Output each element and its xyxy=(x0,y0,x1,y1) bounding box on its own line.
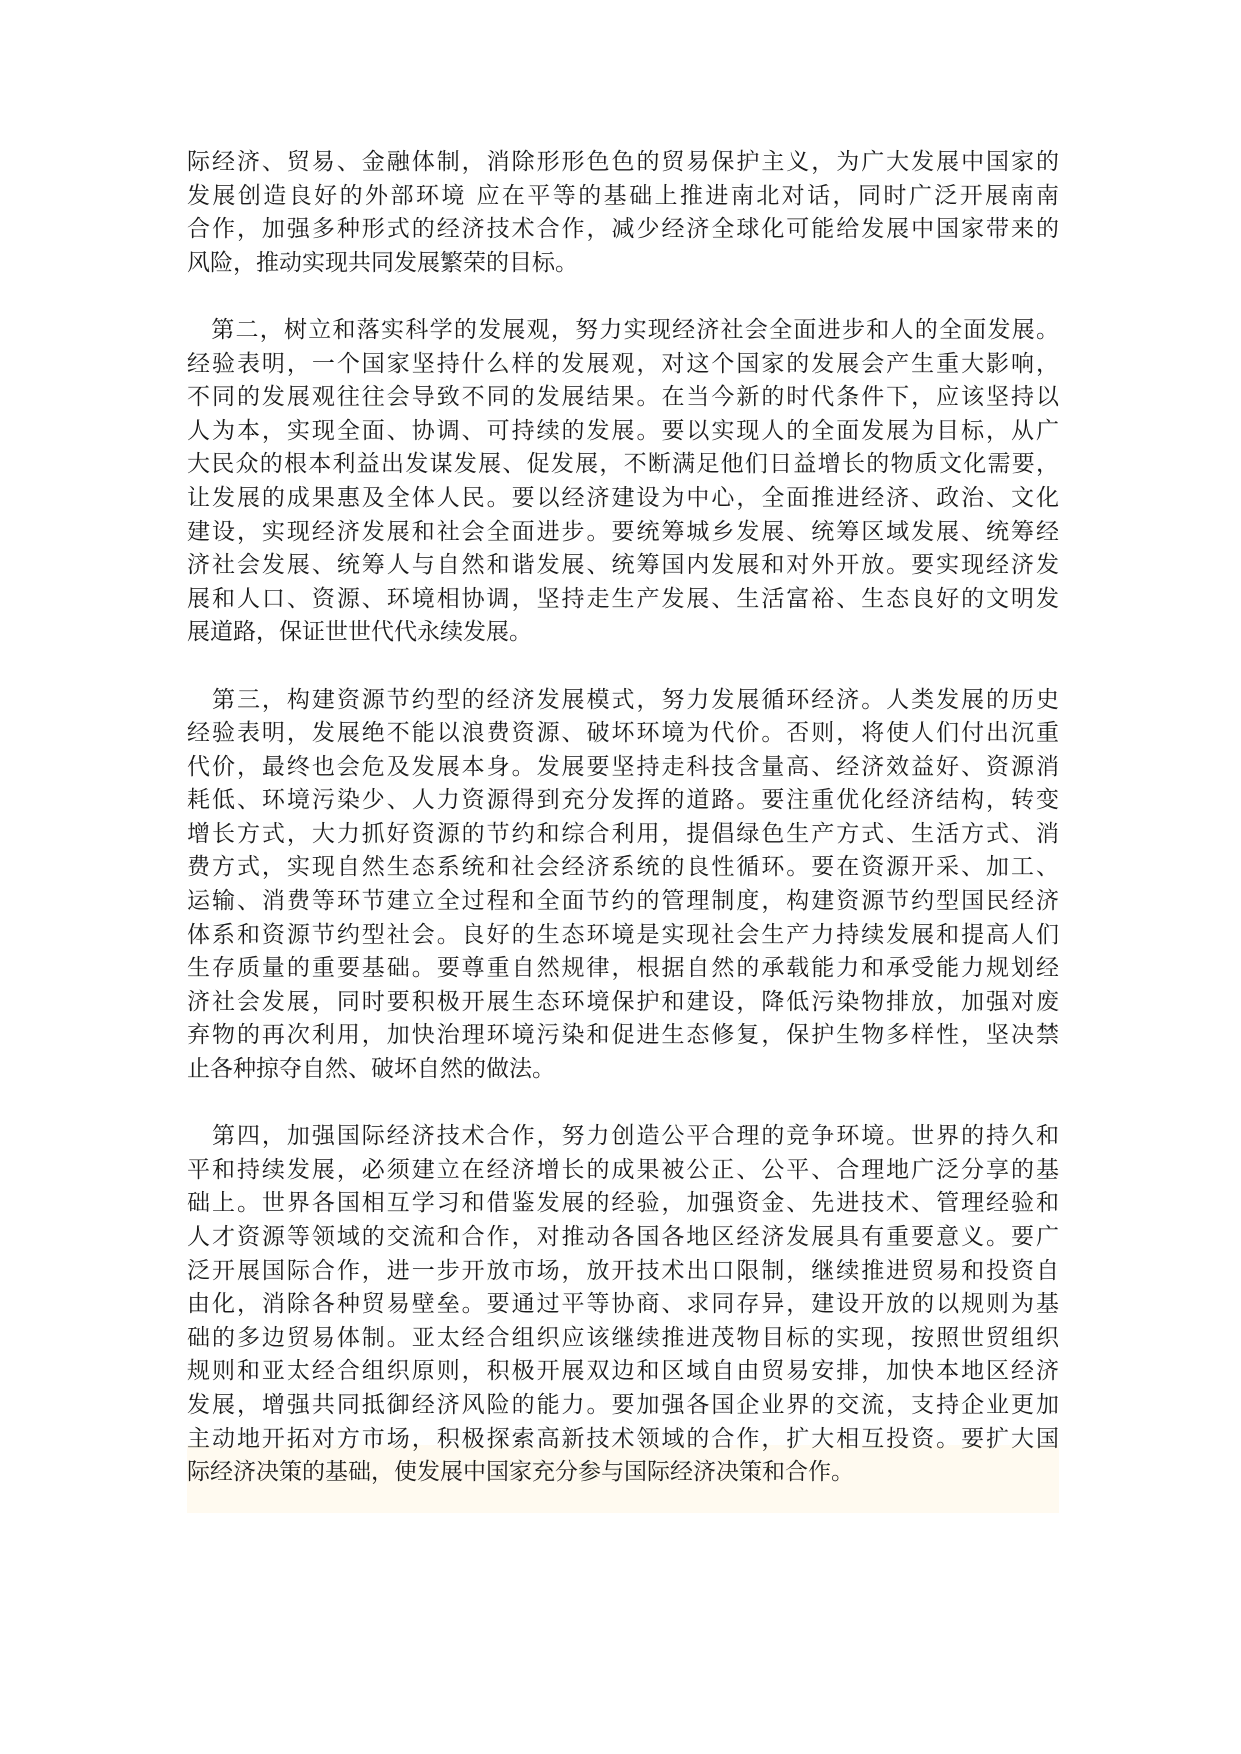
text-line: 第三，构建资源节约型的经济发展模式，努力发展循环经济。人类发展的历史 xyxy=(187,686,1059,713)
text-line: 主动地开拓对方市场，积极探索高新技术领域的合作，扩大相互投资。要扩大国 xyxy=(187,1425,1059,1452)
paragraph-4 xyxy=(187,1120,1059,1490)
text-line: 不同的发展观往往会导致不同的发展结果。在当今新的时代条件下，应该坚持以 xyxy=(187,384,1059,411)
text-line: 展道路，保证世世代代永续发展。 xyxy=(187,619,532,646)
text-line: 建设，实现经济发展和社会全面进步。要统筹城乡发展、统筹区域发展、统筹经 xyxy=(187,518,1059,545)
text-line: 让发展的成果惠及全体人民。要以经济建设为中心，全面推进经济、政治、文化 xyxy=(187,484,1059,511)
text-line: 合作，加强多种形式的经济技术合作，减少经济全球化可能给发展中国家带来的 xyxy=(187,216,1059,243)
text-line: 经验表明，发展绝不能以浪费资源、破坏环境为代价。否则，将使人们付出沉重 xyxy=(187,720,1059,747)
text-line: 人为本，实现全面、协调、可持续的发展。要以实现人的全面发展为目标，从广 xyxy=(187,417,1059,444)
paragraph-gap xyxy=(187,280,1059,314)
text-line: 止各种掠夺自然、破坏自然的做法。 xyxy=(187,1056,555,1083)
text-line: 规则和亚太经合组织原则，积极开展双边和区域自由贸易安排，加快本地区经济 xyxy=(187,1358,1059,1385)
text-line: 运输、消费等环节建立全过程和全面节约的管理制度，构建资源节约型国民经济 xyxy=(187,888,1059,915)
text-line: 生存质量的重要基础。要尊重自然规律，根据自然的承载能力和承受能力规划经 xyxy=(187,955,1059,982)
text-line: 由化，消除各种贸易壁垒。要通过平等协商、求同存异，建设开放的以规则为基 xyxy=(187,1291,1059,1318)
text-line: 济社会发展，同时要积极开展生态环境保护和建设，降低污染物排放，加强对废 xyxy=(187,988,1059,1015)
text-line: 耗低、环境污染少、人力资源得到充分发挥的道路。要注重优化经济结构，转变 xyxy=(187,787,1059,814)
text-line: 平和持续发展，必须建立在经济增长的成果被公正、公平、合理地广泛分享的基 xyxy=(187,1156,1059,1183)
paragraph-gap xyxy=(187,650,1059,684)
text-line: 础上。世界各国相互学习和借鉴发展的经验，加强资金、先进技术、管理经验和 xyxy=(187,1190,1059,1217)
document-body xyxy=(187,146,1059,1490)
text-line: 弃物的再次利用，加快治理环境污染和促进生态修复，保护生物多样性，坚决禁 xyxy=(187,1022,1059,1049)
text-line: 泛开展国际合作，进一步开放市场，放开技术出口限制，继续推进贸易和投资自 xyxy=(187,1257,1059,1284)
text-line: 展和人口、资源、环境相协调，坚持走生产发展、生活富裕、生态良好的文明发 xyxy=(187,585,1059,612)
paragraph-2 xyxy=(187,314,1059,650)
text-line: 第四，加强国际经济技术合作，努力创造公平合理的竞争环境。世界的持久和 xyxy=(187,1123,1059,1150)
text-line: 济社会发展、统筹人与自然和谐发展、统筹国内发展和对外开放。要实现经济发 xyxy=(187,552,1059,579)
text-line: 增长方式，大力抓好资源的节约和综合利用，提倡绿色生产方式、生活方式、消 xyxy=(187,820,1059,847)
text-line: 大民众的根本利益出发谋发展、促发展，不断满足他们日益增长的物质文化需要， xyxy=(187,451,1059,478)
text-line: 际经济决策的基础，使发展中国家充分参与国际经济决策和合作。 xyxy=(187,1459,854,1486)
paragraph-1 xyxy=(187,146,1059,280)
paragraph-3 xyxy=(187,684,1059,1087)
paragraph-gap xyxy=(187,1087,1059,1121)
text-line: 费方式，实现自然生态系统和社会经济系统的良性循环。要在资源开采、加工、 xyxy=(187,854,1059,881)
text-line: 代价，最终也会危及发展本身。发展要坚持走科技含量高、经济效益好、资源消 xyxy=(187,753,1059,780)
text-line: 第二，树立和落实科学的发展观，努力实现经济社会全面进步和人的全面发展。 xyxy=(187,316,1059,343)
text-line: 人才资源等领域的交流和合作，对推动各国各地区经济发展具有重要意义。要广 xyxy=(187,1224,1059,1250)
text-line: 经验表明，一个国家坚持什么样的发展观，对这个国家的发展会产生重大影响， xyxy=(187,350,1059,377)
text-line: 础的多边贸易体制。亚太经合组织应该继续推进茂物目标的实现，按照世贸组织 xyxy=(187,1324,1059,1351)
text-line: 发展，增强共同抵御经济风险的能力。要加强各国企业界的交流，支持企业更加 xyxy=(187,1391,1059,1418)
text-line: 体系和资源节约型社会。良好的生态环境是实现社会生产力持续发展和提高人们 xyxy=(187,921,1059,948)
text-line: 发展创造良好的外部环境 应在平等的基础上推进南北对话，同时广泛开展南南 xyxy=(187,182,1059,209)
text-line: 际经济、贸易、金融体制，消除形形色色的贸易保护主义，为广大发展中国家的 xyxy=(187,149,1059,175)
text-line: 风险，推动实现共同发展繁荣的目标。 xyxy=(187,249,578,276)
